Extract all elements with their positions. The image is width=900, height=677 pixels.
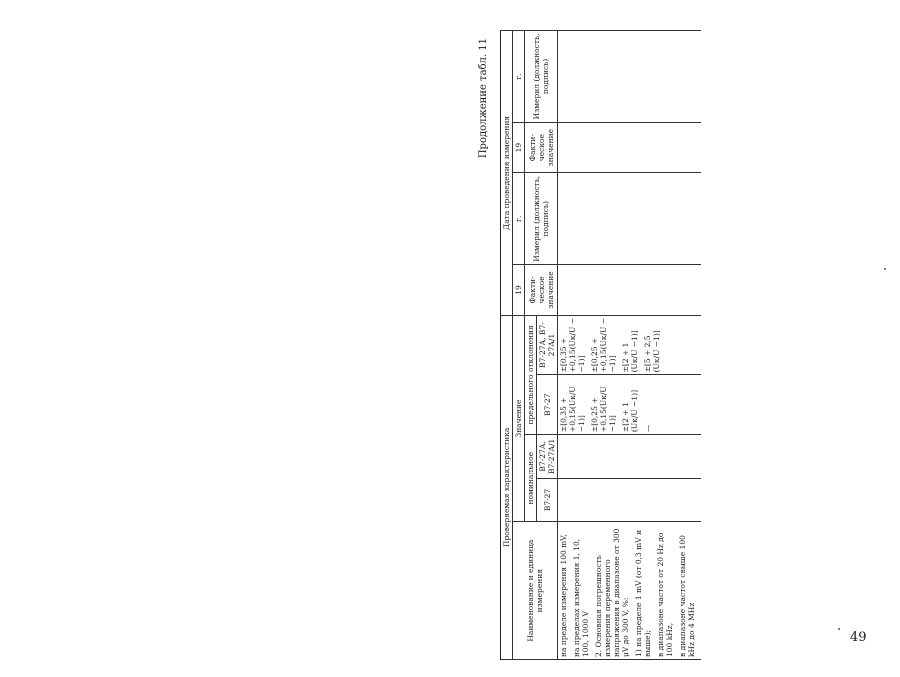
formula: ±[0,25 + +0,15(Uк/U −1)] xyxy=(590,386,617,433)
year-1: 19 xyxy=(513,265,525,316)
item-ac-error: 2. Основная погрешность измерения переменного напряжения в диапазоне от 300 μV до 300 V, %: xyxy=(594,528,630,657)
actual-value-header-1: Факти-ческое значение xyxy=(525,265,558,316)
nominal-header: номинальное xyxy=(525,435,537,522)
scan-speck xyxy=(838,628,840,630)
g-1: г. xyxy=(513,173,525,265)
nominal-b7-27a-cell xyxy=(558,435,702,479)
nominal-b7-27: В7-27 xyxy=(537,478,558,522)
item-20hz-100khz: в диапазоне частот от 20 Hz до 100 kHz, xyxy=(656,532,674,657)
formula: ±[5 + 2,5 (Uк/U −1)] xyxy=(643,330,661,373)
formula: ±[0,35 + +0,15(Uк/U −1)] xyxy=(559,386,586,433)
scan-speck xyxy=(884,268,886,270)
formula: ±[0,25 + +0,15(Uк/U − −1)] xyxy=(590,317,617,373)
page-number: 49 xyxy=(850,630,867,645)
nominal-b7-27a: В7-27А, В7-27А/1 xyxy=(537,435,558,479)
tolerance-b7-27: В7-27 xyxy=(537,375,558,435)
value-header: Значение xyxy=(513,315,525,522)
rotated-table-block xyxy=(478,30,696,660)
name-unit-header: Наименование и единица измерения xyxy=(513,522,558,660)
tolerance-b7-27a-cell xyxy=(558,315,702,375)
measured-by-cell-2 xyxy=(558,31,702,123)
formula: ±[2 + 1 (Uк/U −1)] xyxy=(621,389,639,433)
tolerance-b7-27a: В7-27А, В7-27А/1 xyxy=(537,315,558,375)
date-header: Дата проведения измерения xyxy=(501,31,513,316)
tolerance-b7-27-cell xyxy=(558,375,702,435)
tolerance-header: предельного отклонения xyxy=(525,315,537,434)
year-2: 19 xyxy=(513,122,525,173)
measured-by-header-2: Измерил (должность, подпись) xyxy=(525,31,558,123)
item-1-1000v: на пределах измерения 1, 10, 100, 1000 V xyxy=(572,538,590,657)
measurement-table xyxy=(500,30,701,660)
table-title: Продолжение табл. 11 xyxy=(478,38,489,159)
item-100khz-4mhz: в диапазоне частот свыше 100 kHz до 4 MHz xyxy=(678,535,696,657)
actual-value-header-2: Факти-ческое значение xyxy=(525,122,558,173)
table-row xyxy=(558,31,702,660)
actual-value-cell-2 xyxy=(558,122,702,173)
nominal-b7-27-cell xyxy=(558,478,702,522)
formula: ±[2 + 1 (Uк/U −1)] xyxy=(621,330,639,373)
measured-by-cell-1 xyxy=(558,173,702,265)
actual-value-cell-1 xyxy=(558,265,702,316)
item-1mv: 1) на пределе 1 mV (от 0,3 mV и выше); xyxy=(634,529,652,657)
g-2: г. xyxy=(513,31,525,123)
item-100mv: на пределе измерения 100 mV, xyxy=(559,534,568,657)
name-cell xyxy=(558,522,702,660)
measured-characteristic-header: Проверяемая характеристика xyxy=(501,315,513,659)
measured-by-header-1: Измерил (должность, подпись) xyxy=(525,173,558,265)
formula: — xyxy=(643,424,652,433)
formula: ±[0,35 + +0,15(Uк/U − −1)] xyxy=(559,317,586,373)
